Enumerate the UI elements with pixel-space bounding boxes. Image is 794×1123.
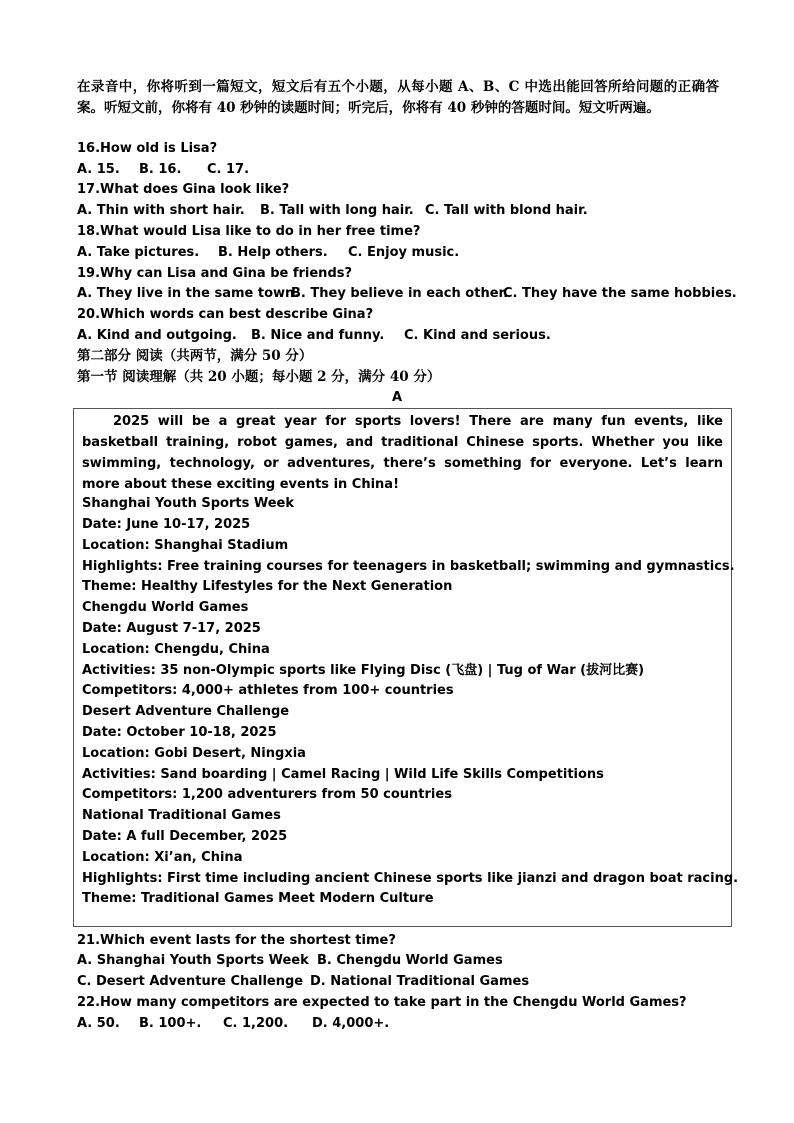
option-a: A. 15.: [77, 162, 120, 177]
option-c: C. 17.: [207, 162, 250, 177]
question-19: 19.Why can Lisa and Gina be friends?: [77, 266, 353, 281]
event-line: Competitors: 1,200 adventurers from 50 countries: [82, 787, 452, 802]
event-line: Desert Adventure Challenge: [82, 704, 290, 719]
option-b: B. Chengdu World Games: [317, 953, 503, 968]
option-a: A. Take pictures.: [77, 245, 200, 260]
option-a: A. 50.: [77, 1016, 120, 1031]
section-one-title: 第一节 阅读理解（共 20 小题；每小题 2 分，满分 40 分）: [77, 369, 441, 385]
event-line: Location: Xi’an, China: [82, 850, 243, 865]
option-c: C. 1,200.: [223, 1016, 289, 1031]
event-line: Theme: Healthy Lifestyles for the Next Generation: [82, 579, 453, 594]
option-a: A. Thin with short hair.: [77, 203, 245, 218]
event-line: Location: Shanghai Stadium: [82, 538, 289, 553]
option-d: D. National Traditional Games: [310, 974, 530, 989]
event-line: Shanghai Youth Sports Week: [82, 496, 295, 511]
event-line: Activities: 35 non-Olympic sports like Flying Disc (飞盘) | Tug of War (拔河比赛): [82, 663, 645, 678]
option-a: A. They live in the same town.: [77, 286, 300, 301]
event-line: Date: October 10-18, 2025: [82, 725, 277, 740]
option-b: B. Help others.: [218, 245, 328, 260]
part-two-title: 第二部分 阅读（共两节，满分 50 分）: [77, 348, 313, 364]
question-16: 16.How old is Lisa?: [77, 141, 218, 156]
passage-label: A: [391, 390, 403, 405]
event-line: Highlights: First time including ancient Chinese sports like jianzi and dragon boat racing.: [82, 871, 739, 886]
passage-box: [73, 408, 739, 927]
option-b: B. They believe in each other.: [291, 286, 509, 301]
question-20: 20.Which words can best describe Gina?: [77, 307, 374, 322]
event-line: Theme: Traditional Games Meet Modern Culture: [82, 891, 434, 906]
event-line: Competitors: 4,000+ athletes from 100+ countries: [82, 683, 454, 698]
option-a: A. Shanghai Youth Sports Week: [77, 953, 309, 968]
event-line: Location: Chengdu, China: [82, 642, 270, 657]
option-c: C. They have the same hobbies.: [503, 286, 737, 301]
event-line: Date: A full December, 2025: [82, 829, 288, 844]
option-b: B. Nice and funny.: [251, 328, 385, 343]
event-line: Chengdu World Games: [82, 600, 249, 615]
option-d: D. 4,000+.: [312, 1016, 390, 1031]
event-line: Highlights: Free training courses for teenagers in basketball; swimming and gymnastics.: [82, 559, 735, 574]
event-line: Activities: Sand boarding | Camel Racing | Wild Life Skills Competitions: [82, 767, 604, 782]
event-line: Date: June 10-17, 2025: [82, 517, 251, 532]
event-line: National Traditional Games: [82, 808, 281, 823]
option-c: C. Enjoy music.: [348, 245, 460, 260]
option-c: C. Tall with blond hair.: [425, 203, 588, 218]
option-a: A. Kind and outgoing.: [77, 328, 237, 343]
question-17: 17.What does Gina look like?: [77, 182, 290, 197]
option-b: B. Tall with long hair.: [260, 203, 414, 218]
passage-intro: 2025 will be a great year for sports lovers! There are many fun events, like basketball training, robot games, and traditional Chinese sports. Whether you like swimming, technology, or adventures, there’s something for everyone. Let’s learn more about these exciting events in China!: [82, 414, 723, 492]
option-c: C. Kind and serious.: [404, 328, 551, 343]
option-b: B. 16.: [139, 162, 182, 177]
event-line: Location: Gobi Desert, Ningxia: [82, 746, 306, 761]
question-21: 21.Which event lasts for the shortest time?: [77, 933, 396, 948]
option-c: C. Desert Adventure Challenge: [77, 974, 304, 989]
option-b: B. 100+.: [139, 1016, 202, 1031]
event-line: Date: August 7-17, 2025: [82, 621, 261, 636]
listening-instructions: 在录音中，你将听到一篇短文，短文后有五个小题，从每小题 A、B、C 中选出能回答所给问题的正确答案。听短文前，你将有 40 秒钟的读题时间；听完后，你将有 40 秒钟的答题时间。短文听两遍。: [77, 79, 719, 116]
question-18: 18.What would Lisa like to do in her free time?: [77, 224, 421, 239]
question-22: 22.How many competitors are expected to take part in the Chengdu World Games?: [77, 995, 687, 1010]
